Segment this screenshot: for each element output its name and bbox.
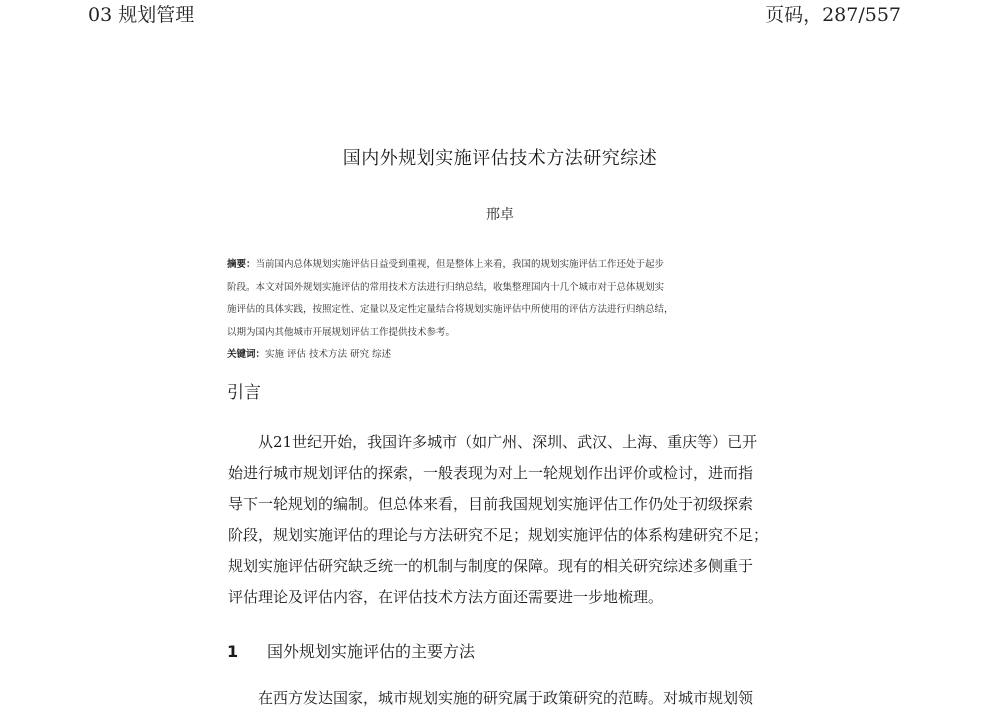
paragraph-section-1 (228, 683, 780, 714)
keywords-line (227, 344, 780, 367)
section-number: 1 (227, 642, 239, 661)
paragraph-line-text: 从21世纪开始，我国许多城市（如广州、深圳、武汉、上海、重庆等）已开 (258, 433, 758, 451)
document-title: 国内外规划实施评估技术方法研究综述 (342, 148, 658, 169)
paragraph-intro (228, 427, 780, 613)
section-heading-intro: 引言 (227, 383, 261, 403)
abstract-line: 以期为国内其他城市开展规划评估工作提供技术参考。 (227, 326, 456, 338)
paragraph-line (228, 683, 780, 714)
abstract-line: 阶段。本文对国外规划实施评估的常用技术方法进行归纳总结，收集整理国内十几个城市对于总体规划实 (227, 281, 665, 293)
paragraph-line: 导下一轮规划的编制。但总体来看，目前我国规划实施评估工作仍处于初级探索 (228, 495, 754, 513)
abstract-line: 施评估的具体实践，按照定性、定量以及定性定量结合将规划实施评估中所使用的评估方法进行归纳总结， (227, 304, 674, 315)
header-page-counter: 页码，287/557 (765, 4, 901, 26)
document-author: 邢卓 (486, 207, 514, 223)
section-heading-1 (227, 639, 475, 662)
abstract-label: 摘要： (227, 259, 256, 270)
paragraph-line (228, 427, 780, 458)
paragraph-line: 始进行城市规划评估的探索，一般表现为对上一轮规划作出评价或检讨，进而指 (228, 464, 754, 482)
header-section-label: 03 规划管理 (88, 4, 195, 26)
paragraph-line: 评估理论及评估内容，在评估技术方法方面还需要进一步地梳理。 (228, 588, 664, 606)
abstract-line (227, 254, 780, 277)
page-header (0, 0, 1000, 26)
keywords-label: 关键词： (227, 349, 266, 360)
keywords-text: 实施 评估 技术方法 研究 综述 (265, 349, 392, 360)
paragraph-line: 阶段，规划实施评估的理论与方法研究不足；规划实施评估的体系构建研究不足； (228, 526, 769, 544)
paragraph-line: 规划实施评估研究缺乏统一的机制与制度的保障。现有的相关研究综述多侧重于 (228, 557, 754, 575)
paragraph-line-text: 在西方发达国家，城市规划实施的研究属于政策研究的范畴。对城市规划领 (258, 689, 754, 707)
section-title: 国外规划实施评估的主要方法 (267, 642, 476, 661)
abstract-block (227, 254, 780, 367)
abstract-text: 当前国内总体规划实施评估日益受到重视，但是整体上来看，我国的规划实施评估工作还处于起步 (255, 259, 665, 270)
